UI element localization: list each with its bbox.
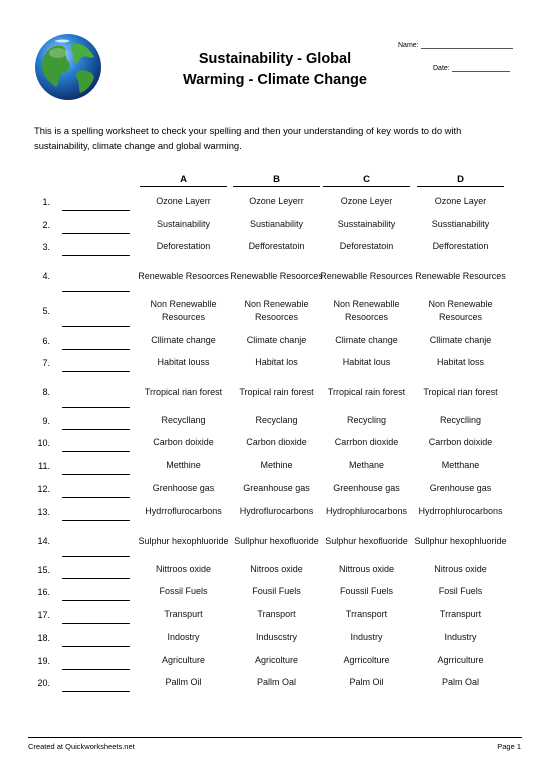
question-number: 11. <box>38 460 50 471</box>
question-number: 10. <box>37 437 50 448</box>
option-c: Nittrous oxide <box>338 564 395 574</box>
question-number: 6. <box>42 335 50 346</box>
option-d: Habitat loss <box>436 357 485 367</box>
option-a: Nittroos oxide <box>155 564 212 574</box>
option-c: Habitat lous <box>342 357 391 367</box>
option-b: Recyclang <box>255 415 298 425</box>
list-item <box>0 436 548 449</box>
question-number: 20. <box>37 677 50 688</box>
option-d: Sullphur hexophluoride <box>414 535 507 546</box>
option-a: Grenhoose gas <box>152 483 215 493</box>
option-b: Pallm Oal <box>256 677 296 687</box>
answer-blank[interactable] <box>62 429 130 430</box>
list-item <box>0 505 548 518</box>
question-number: 15. <box>37 564 50 575</box>
answer-blank[interactable] <box>62 255 130 256</box>
answer-blank[interactable] <box>62 520 130 521</box>
title-line-1: Sustainability - Global <box>198 51 352 67</box>
question-number: 4. <box>42 271 50 281</box>
answer-blank[interactable] <box>62 623 130 624</box>
question-number: 18. <box>37 632 50 643</box>
option-a: Agriculture <box>161 655 206 665</box>
answer-blank[interactable] <box>62 326 130 327</box>
option-d: Palm Oal <box>441 677 479 687</box>
option-c: Palm Oil <box>349 677 384 687</box>
date-field[interactable] <box>433 64 510 72</box>
option-c: Ozone Leyer <box>340 196 393 206</box>
option-c: Trropical rain forest <box>327 386 406 397</box>
option-b: Renewablle Resoorces <box>230 270 323 281</box>
name-field[interactable] <box>398 41 513 49</box>
list-item <box>0 631 548 644</box>
list-item <box>0 482 548 495</box>
option-a: Deforestation <box>156 241 211 251</box>
option-b: Agricolture <box>254 655 299 665</box>
option-a: Fossil Fuels <box>159 586 208 596</box>
option-b: Induscstry <box>255 632 297 642</box>
option-c: Foussil Fuels <box>339 586 393 596</box>
option-b: Habitat los <box>255 357 298 367</box>
question-number: 14. <box>37 536 50 546</box>
list-item <box>0 218 548 231</box>
option-c: Trransport <box>345 609 388 619</box>
answer-blank[interactable] <box>62 556 130 557</box>
answer-blank[interactable] <box>62 646 130 647</box>
answer-blank[interactable] <box>62 669 130 670</box>
page-number: Page 1 <box>497 742 521 751</box>
option-a: Metthine <box>166 460 201 470</box>
footer-credit: Created at Quickworksheets.net <box>28 742 135 751</box>
list-item <box>0 563 548 576</box>
list-item <box>0 676 548 689</box>
option-c: Non Renewablle Resoorces <box>333 299 400 322</box>
option-d: Metthane <box>441 460 480 470</box>
option-a: Sustainability <box>156 219 211 229</box>
answer-blank[interactable] <box>62 451 130 452</box>
question-number: 8. <box>42 387 50 397</box>
question-number: 9. <box>42 415 50 426</box>
option-a: Carbon doixide <box>153 437 214 447</box>
date-label: Date: <box>433 65 450 72</box>
option-b: Carbon dioxide <box>246 437 307 447</box>
list-item <box>0 654 548 667</box>
column-header-d: D <box>457 174 464 185</box>
question-number: 7. <box>42 357 50 368</box>
option-d: Grenhouse gas <box>429 483 492 493</box>
option-c: Greenhouse gas <box>333 483 400 493</box>
answer-blank[interactable] <box>62 407 130 408</box>
option-b: Transport <box>257 609 296 619</box>
column-header-row <box>137 174 512 188</box>
option-a: Habitat louss <box>157 357 210 367</box>
option-d: Nitrous oxide <box>434 564 487 574</box>
option-d: Trranspurt <box>439 609 482 619</box>
name-label: Name: <box>398 42 419 49</box>
list-item <box>0 334 548 347</box>
option-b: Non Renewable Resoorces <box>244 299 309 322</box>
answer-blank[interactable] <box>62 474 130 475</box>
option-d: Tropical rian forest <box>423 386 498 397</box>
name-line[interactable] <box>421 41 513 49</box>
question-number: 16. <box>37 586 50 597</box>
footer-divider <box>28 737 522 738</box>
option-a: Trropical rian forest <box>144 386 223 397</box>
option-b: Nitroos oxide <box>250 564 303 574</box>
question-number: 13. <box>37 506 50 517</box>
column-rule-a <box>140 186 227 187</box>
answer-blank[interactable] <box>62 600 130 601</box>
question-number: 1. <box>42 196 50 207</box>
option-d: Hydrrophlurocarbons <box>418 506 503 516</box>
list-item <box>0 195 548 208</box>
question-number: 5. <box>42 306 50 316</box>
list-item <box>0 263 548 289</box>
answer-blank[interactable] <box>62 497 130 498</box>
date-line[interactable] <box>452 64 510 72</box>
option-d: Renewable Resources <box>415 270 506 281</box>
list-item <box>0 240 548 253</box>
list-item <box>0 379 548 405</box>
list-item <box>0 298 548 324</box>
option-d: Non Renewable Resources <box>428 299 493 322</box>
question-number: 17. <box>37 609 50 620</box>
option-a: Transpurt <box>164 609 203 619</box>
column-header-b: B <box>273 174 280 185</box>
answer-blank[interactable] <box>62 578 130 579</box>
answer-blank[interactable] <box>62 233 130 234</box>
list-item <box>0 585 548 598</box>
column-rule-b <box>233 186 320 187</box>
title-line-2: Warming - Climate Change <box>183 72 367 88</box>
column-header-a: A <box>180 174 187 185</box>
option-d: Cllimate chanje <box>429 335 492 345</box>
globe-icon <box>34 33 102 101</box>
option-b: Fousil Fuels <box>252 586 301 596</box>
question-number: 2. <box>42 219 50 230</box>
option-c: Climate change <box>335 335 398 345</box>
option-c: Hydrophlurocarbons <box>325 506 408 516</box>
option-d: Industry <box>444 632 477 642</box>
option-a: Non Renewablle Resources <box>150 299 217 322</box>
option-c: Susstainability <box>337 219 396 229</box>
option-c: Deforestatoin <box>339 241 394 251</box>
option-a: Renewable Resoorces <box>138 270 229 281</box>
list-item <box>0 459 548 472</box>
list-item <box>0 608 548 621</box>
option-a: Ozone Layerr <box>156 196 211 206</box>
answer-blank[interactable] <box>62 349 130 350</box>
option-a: Indostry <box>167 632 200 642</box>
option-c: Sulphur hexofluoride <box>325 535 408 546</box>
question-number: 12. <box>37 483 50 494</box>
option-b: Sullphur hexofluoride <box>234 535 319 546</box>
option-d: Agrriculture <box>437 655 484 665</box>
option-b: Hydroflurocarbons <box>239 506 314 516</box>
option-d: Recyclling <box>439 415 481 425</box>
option-c: Industry <box>350 632 383 642</box>
option-a: Recycllang <box>161 415 206 425</box>
option-b: Defforestatoin <box>248 241 305 251</box>
page-title <box>150 49 400 91</box>
option-a: Sulphur hexophluoride <box>138 535 229 546</box>
instructions-text: This is a spelling worksheet to check your spelling and then your understanding of key words to do with sustainability, climate change and global warming. <box>34 125 462 151</box>
option-c: Agrricolture <box>343 655 390 665</box>
option-b: Methine <box>260 460 293 470</box>
option-c: Renewablle Resources <box>320 270 413 281</box>
list-item <box>0 528 548 554</box>
option-d: Susstianability <box>431 219 490 229</box>
option-b: Tropical rain forest <box>239 386 314 397</box>
option-d: Carrbon doixide <box>428 437 493 447</box>
column-header-c: C <box>363 174 370 185</box>
answer-blank[interactable] <box>62 291 130 292</box>
option-a: Hydrroflurocarbons <box>145 506 222 516</box>
option-b: Climate chanje <box>246 335 307 345</box>
option-d: Defforestation <box>432 241 489 251</box>
answer-blank[interactable] <box>62 691 130 692</box>
answer-blank[interactable] <box>62 210 130 211</box>
list-item <box>0 356 548 369</box>
column-rule-c <box>323 186 410 187</box>
option-c: Carrbon dioxide <box>334 437 399 447</box>
answer-blank[interactable] <box>62 371 130 372</box>
list-item <box>0 414 548 427</box>
option-d: Ozone Layer <box>434 196 487 206</box>
option-a: Pallm Oil <box>165 677 202 687</box>
column-rule-d <box>417 186 504 187</box>
option-c: Methane <box>348 460 385 470</box>
option-b: Ozone Leyerr <box>249 196 304 206</box>
question-number: 19. <box>37 655 50 666</box>
option-b: Greanhouse gas <box>243 483 310 493</box>
question-number: 3. <box>42 241 50 252</box>
option-d: Fosil Fuels <box>438 586 483 596</box>
option-b: Sustianability <box>249 219 304 229</box>
option-a: Cllimate change <box>151 335 216 345</box>
option-c: Recycling <box>346 415 386 425</box>
